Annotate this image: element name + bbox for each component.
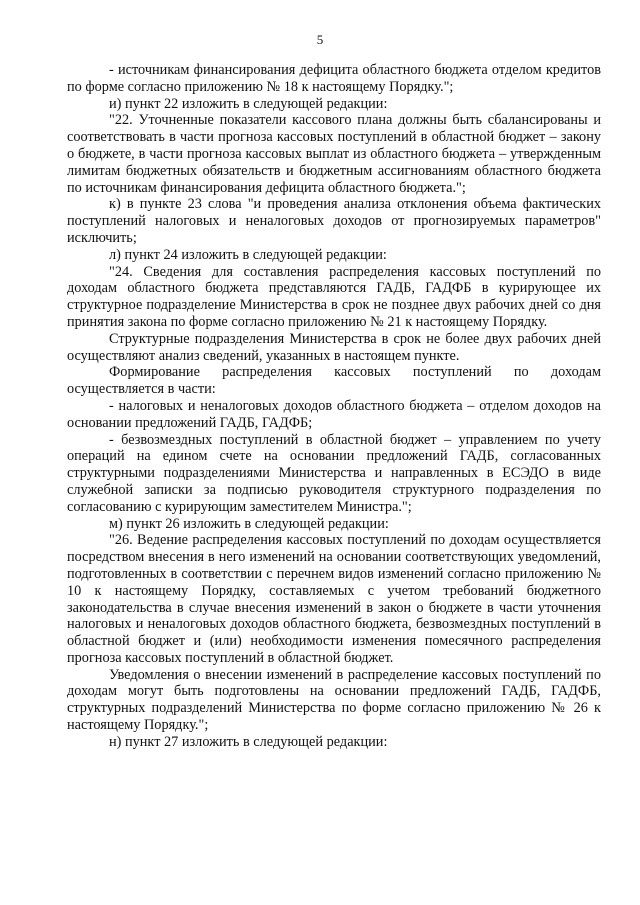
paragraph-clause-26: "26. Ведение распределения кассовых поступлений по доходам осуществляется посредством внесения в него изменений на основании соответствующих уведомлений, подготовленных в соответствии с перечнем видов изменений согласно приложению № 10 к настоящему Порядку, составляемых с учетом требований бюджетного законодательства в случае внесения изменений в закон о бюджете в части уточнения налоговых и неналоговых доходов областного бюджета, безвозмездных поступлений в областной бюджет и (или) необходимости изменения помесячного распределения прогноза кассовых поступлений в областной бюджет.	[67, 532, 601, 666]
paragraph-item-n: н) пункт 27 изложить в следующей редакции:	[109, 733, 388, 750]
paragraph-notifications: Уведомления о внесении изменений в распределение кассовых поступлений по доходам могут быть подготовлены на основании предложений ГАДБ, ГАДФБ, структурных подразделений Министерства по форме согласно приложению № 26 к настоящему Порядку.";	[67, 666, 601, 734]
paragraph-tax-revenues: - налоговых и неналоговых доходов областного бюджета – отделом доходов на основании предложений ГАДБ, ГАДФБ;	[67, 397, 601, 431]
paragraph-clause-22: "22. Уточненные показатели кассового плана должны быть сбалансированы и соответствовать в части прогноза кассовых поступлений в областной бюджет – закону о бюджете, в части прогноза кассовых выплат из областного бюджета – утвержденным лимитам бюджетных обязательств и бюджетным ассигнованиям областного бюджета по источникам финансирования дефицита областного бюджета.";	[67, 112, 601, 196]
paragraph-item-l: л) пункт 24 изложить в следующей редакции:	[109, 246, 387, 263]
paragraph-item-k: к) в пункте 23 слова "и проведения анализа отклонения объема фактических поступлений налоговых и неналоговых доходов от прогнозируемых параметров" исключить;	[67, 196, 601, 246]
paragraph-ministry-analysis: Структурные подразделения Министерства в срок не более двух рабочих дней осуществляют анализ сведений, указанных в настоящем пункте.	[67, 330, 601, 364]
paragraph-item-i: и) пункт 22 изложить в следующей редакции:	[109, 95, 388, 112]
document-body	[67, 62, 601, 751]
paragraph-funding-sources: - источникам финансирования дефицита областного бюджета отделом кредитов по форме согласно приложению № 18 к настоящему Порядку.";	[67, 62, 601, 95]
paragraph-gratuitous-receipts: - безвозмездных поступлений в областной бюджет – управлением по учету операций на едином счете на основании предложений ГАДБ, согласованных структурными подразделениями Министерства и направленных в ЕСЭДО в виде служебной записки за подписью руководителя структурного подразделения по согласованию с курирующим заместителем Министра.";	[67, 431, 601, 515]
paragraph-formation: Формирование распределения кассовых поступлений по доходам осуществляется в части:	[67, 364, 601, 398]
paragraph-clause-24: "24. Сведения для составления распределения кассовых поступлений по доходам областного бюджета представляются ГАДБ, ГАДФБ в курирующее их структурное подразделение Министерства в срок не позднее двух рабочих дней со дня принятия закона по форме согласно приложению № 21 к настоящему Порядку.	[67, 263, 601, 330]
page-number: 5	[316, 32, 324, 47]
paragraph-item-m: м) пункт 26 изложить в следующей редакции:	[109, 515, 389, 532]
